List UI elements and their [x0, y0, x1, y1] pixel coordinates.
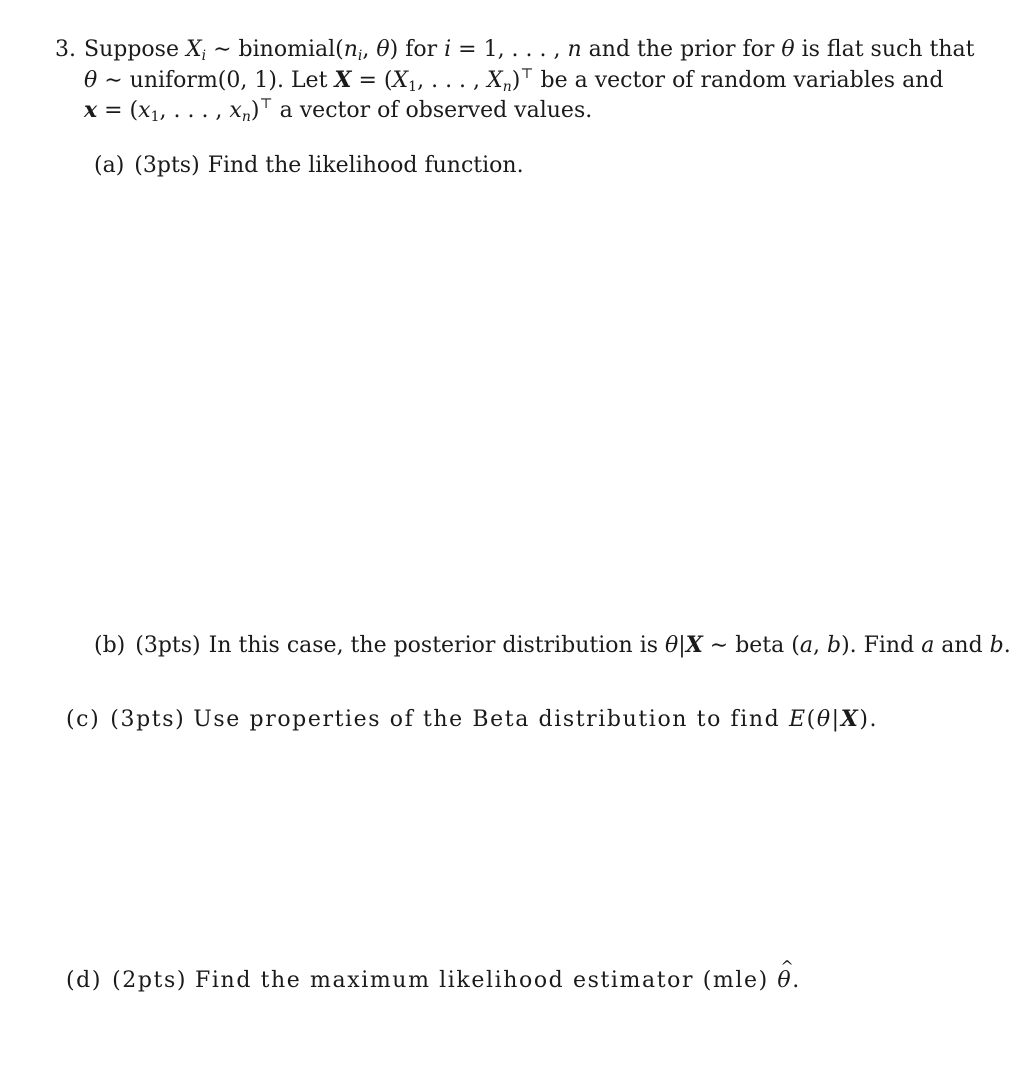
part-d-text: Find the maximum likelihood estimator (mle) ^ θ.: [195, 968, 801, 993]
part-c-points: (3pts): [110, 707, 186, 732]
problem-intro-line-3: $x = (x_1$, . . . , $x_n)^⊤$ a vector of observed values.: [84, 96, 593, 125]
part-a: [94, 152, 524, 180]
problem-intro-line-1: Suppose $X_i$ ∼ $binomial(n_i$, θ) for i = 1, . . . , n and the prior for θ is flat such that: [84, 37, 975, 64]
part-d-points: (2pts): [112, 968, 188, 993]
part-a-label: (a): [94, 153, 125, 178]
part-d-label: (d): [66, 968, 103, 993]
part-b: [94, 631, 1011, 660]
problem-number: 3.: [55, 37, 76, 62]
part-c-text: Use properties of the Beta distribution to find E(θ|X).: [193, 706, 879, 732]
part-c-label: (c): [66, 707, 101, 732]
problem-intro-line-2: θ ∼ uniform(0, 1). Let $X = (X_1$, . . . , $X_n)^⊤$ be a vector of random variables and: [84, 66, 944, 95]
part-c: [66, 705, 878, 734]
part-d: [66, 967, 801, 995]
part-a-points: (3pts): [134, 153, 200, 178]
part-b-text: In this case, the posterior distribution is θ|X ∼ beta (a, b). Find a and b.: [208, 632, 1011, 658]
part-b-points: (3pts): [135, 633, 201, 658]
part-b-label: (b): [94, 633, 126, 658]
part-a-text: Find the likelihood function.: [207, 153, 524, 178]
